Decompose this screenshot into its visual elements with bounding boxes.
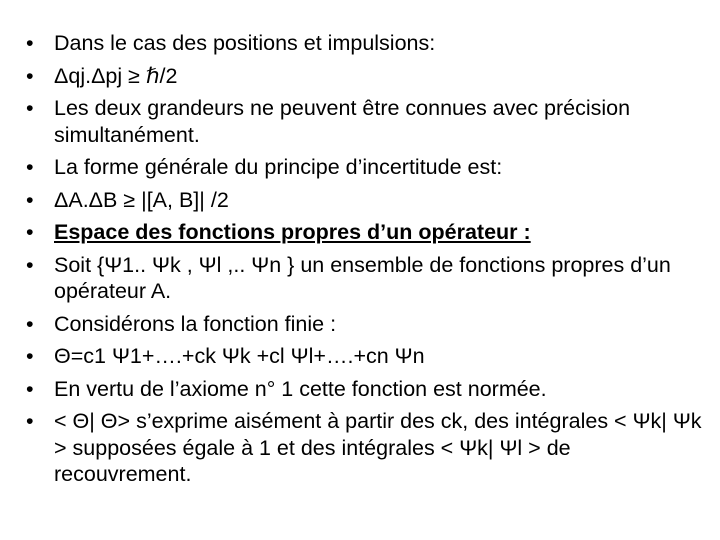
- bullet-text: Dans le cas des positions et impulsions:: [54, 31, 436, 55]
- bullet-item: [26, 376, 706, 403]
- bullet-text: Les deux grandeurs ne peuvent être connues avec précision simultanément.: [54, 96, 631, 147]
- bullet-item: [26, 311, 706, 338]
- section-heading: Espace des fonctions propres d’un opérateur :: [54, 220, 531, 244]
- bullet-text: < Θ| Θ> s’exprime aisément à partir des ck, des intégrales < Ψk| Ψk > supposées égale à 1 et des intégrales < Ψk| Ψl > de recouvrement.: [54, 409, 702, 486]
- bullet-item: [26, 95, 706, 148]
- bullet-item: [26, 252, 706, 305]
- bullet-text: La forme générale du principe d’incertitude est:: [54, 155, 503, 179]
- bullet-text: ΔA.ΔB ≥ |[A, B]| /2: [54, 187, 229, 212]
- bullet-item: [26, 187, 706, 214]
- bullet-item: [26, 408, 706, 488]
- bullet-text: Soit {Ψ1.. Ψk , Ψl ,.. Ψn } un ensemble de fonctions propres d’un opérateur A.: [54, 252, 671, 303]
- bullet-text: En vertu de l’axiome n° 1 cette fonction est normée.: [54, 376, 547, 401]
- bullet-item: [26, 63, 706, 90]
- bullet-item: [26, 343, 706, 370]
- bullet-text: Considérons la fonction finie :: [54, 311, 337, 336]
- bullet-item-heading: [26, 219, 706, 246]
- bullet-list: [26, 30, 706, 494]
- bullet-text: Δqj.Δpj ≥ ℏ/2: [54, 63, 178, 88]
- bullet-text: Θ=c1 Ψ1+….+ck Ψk +cl Ψl+….+cn Ψn: [54, 344, 425, 368]
- bullet-item: [26, 154, 706, 181]
- bullet-item: [26, 30, 706, 57]
